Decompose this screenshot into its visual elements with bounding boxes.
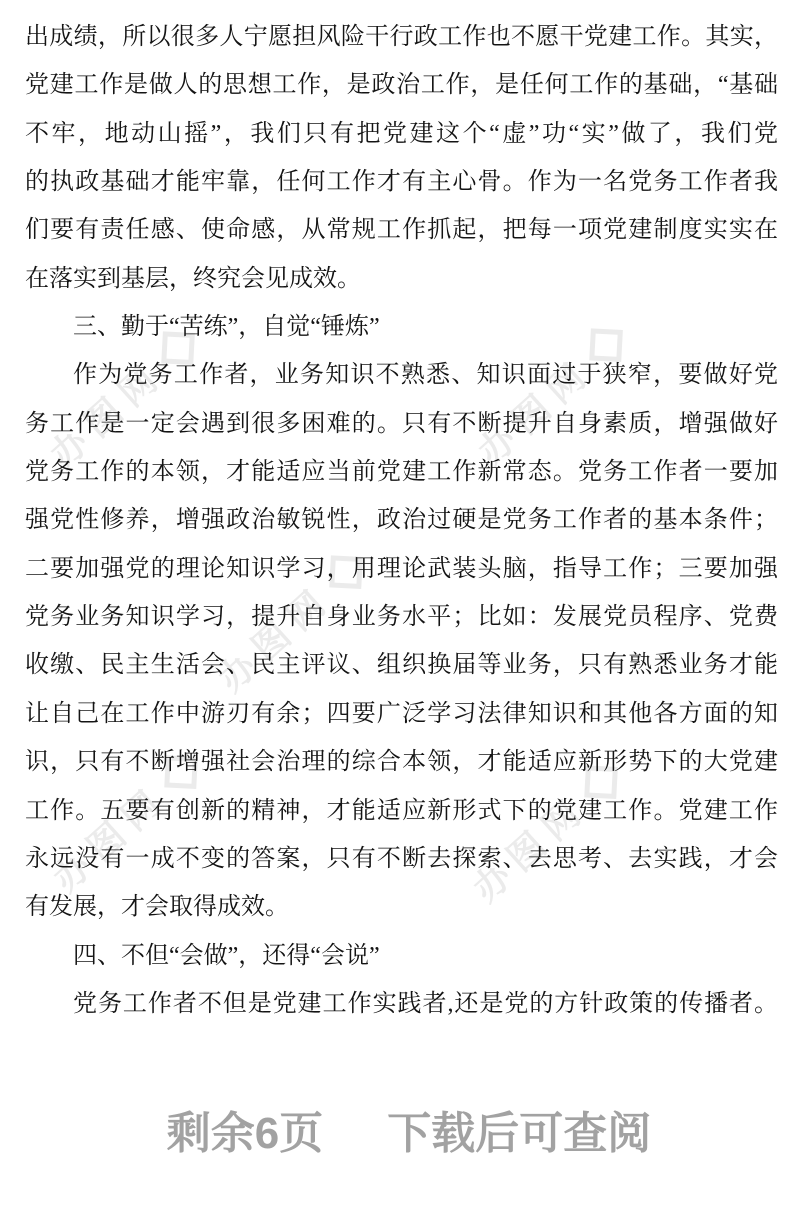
text-line: 强党性修养，增强政治敏锐性，政治过硬是党务工作者的基本条件； — [25, 507, 778, 534]
watermark-text: 办图网 — [469, 349, 600, 473]
watermark-text: 办图网 — [41, 352, 172, 476]
text-line: 工作。五要有创新的精神，才能适应新形式下的党建工作。党建工作 — [25, 797, 778, 824]
text-line: 的执政基础才能牢靠，任何工作才有主心骨。作为一名党务工作者我 — [25, 169, 778, 196]
text-line: 让自己在工作中游刃有余；四要广泛学习法律知识和其他各方面的知 — [25, 700, 778, 727]
section-heading: 四、不但“会做”，还得“会说” — [73, 942, 380, 969]
text-line: 党务工作者不但是党建工作实践者,还是党的方针政策的传播者。 — [73, 990, 778, 1017]
download-hint-label: 下载后可查阅 — [387, 1109, 652, 1158]
text-line: 们要有责任感、使命感，从常规工作抓起，把每一项党建制度实实在 — [25, 217, 778, 244]
text-line: 务工作是一定会遇到很多困难的。只有不断提升自身素质，增强做好 — [25, 410, 778, 437]
watermark-text: 办图网 — [209, 576, 340, 700]
text-line: 不牢，地动山摇”，我们只有把党建这个“虚”功“实”做了，我们党 — [25, 120, 778, 147]
text-line: 识，只有不断增强社会治理的综合本领，才能适应新形势下的大党建 — [25, 749, 778, 776]
text-line: 有发展，才会取得成效。 — [25, 894, 289, 921]
page-footer — [0, 1108, 800, 1160]
text-line: 二要加强党的理论知识学习，用理论武装头脑，指导工作；三要加强 — [25, 555, 778, 582]
text-line: 党建工作是做人的思想工作，是政治工作，是任何工作的基础，“基础 — [25, 72, 778, 99]
text-line: 在落实到基层，终究会见成效。 — [25, 265, 361, 292]
remaining-pages-label: 剩余6页 — [166, 1109, 324, 1158]
document-body — [25, 13, 778, 1028]
text-line: 出成绩，所以很多人宁愿担风险干行政工作也不愿干党建工作。其实， — [25, 24, 778, 50]
text-line: 永远没有一成不变的答案，只有不断去探索、去思考、去实践，才会 — [25, 845, 778, 872]
section-heading: 三、勤于“苦练”，自觉“锤炼” — [73, 314, 380, 341]
watermark-text: 办图网 — [464, 786, 595, 910]
text-line: 党务工作的本领，才能适应当前党建工作新常态。党务工作者一要加 — [25, 459, 778, 486]
text-line: 收缴、民主生活会、民主评议、组织换届等业务，只有熟悉业务才能 — [25, 652, 778, 679]
text-line: 作为党务工作者，业务知识不熟悉、知识面过于狭窄，要做好党 — [73, 362, 778, 389]
watermark-text: 办图网 — [44, 776, 175, 900]
text-line: 党务业务知识学习，提升自身业务水平；比如：发展党员程序、党费 — [25, 604, 778, 631]
